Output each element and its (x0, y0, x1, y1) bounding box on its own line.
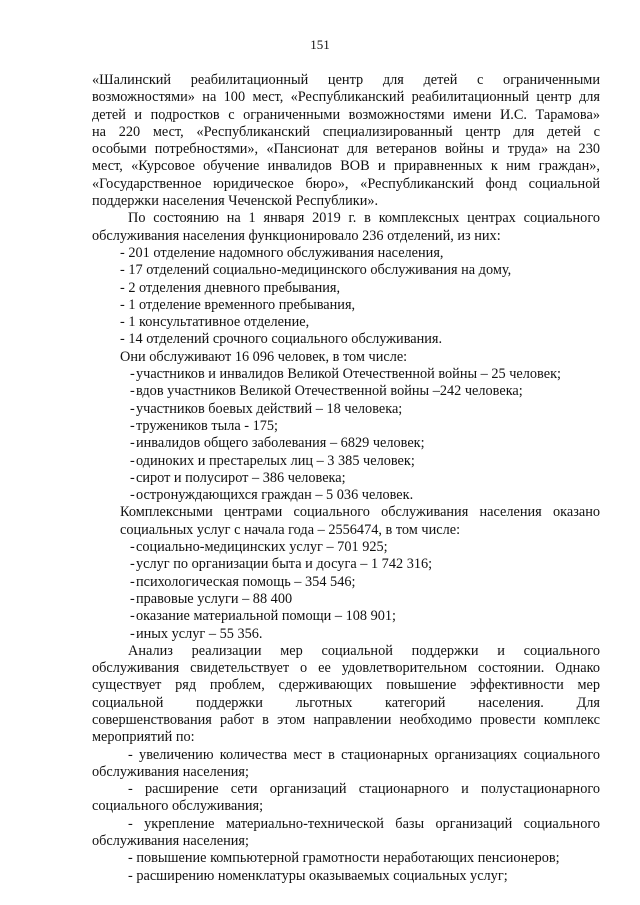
list-item: - 14 отделений срочного социального обслуживания. (120, 331, 443, 348)
list-dash: - (130, 590, 135, 607)
text-line: мест, «Курсовое обучение инвалидов ВОВ и приравненных к ним граждан», (92, 158, 600, 175)
list-item (92, 470, 600, 487)
list-item-text: оказание материальной помощи – 108 901; (136, 608, 397, 625)
list-item: - 17 отделений социально-медицинского обслуживания на дому, (120, 262, 512, 279)
list-item-text: правовые услуги – 88 400 (136, 590, 293, 607)
text-line: «Шалинский реабилитационный центр для детей с ограниченными (92, 72, 600, 88)
list-dash: - (130, 487, 135, 504)
list-item (92, 487, 600, 504)
text-line: на 220 мест, «Республиканский специализированный центр для детей с (92, 123, 600, 140)
list-item: - 1 консультативное отделение, (120, 314, 310, 331)
list-item-text: услуг по организации быта и досуга – 1 742 316; (136, 556, 433, 573)
text-line: - расширение сети организаций стационарного и полустационарного (128, 781, 600, 798)
text-line: - расширению номенклатуры оказываемых социальных услуг; (128, 867, 508, 884)
list-item-text: участников и инвалидов Великой Отечественной войны – 25 человек; (136, 366, 561, 383)
list-item-text: участников боевых действий – 18 человека; (136, 400, 403, 417)
list-item (92, 383, 600, 400)
list-item-text: инвалидов общего заболевания – 6829 человек; (136, 435, 425, 452)
measures-list (92, 747, 600, 885)
departments-list (92, 245, 600, 349)
text-line: социального обслуживания; (92, 798, 264, 815)
served-list (92, 366, 600, 504)
list-item-text: социально-медицинских услуг – 701 925; (136, 539, 388, 556)
list-dash: - (130, 469, 135, 486)
list-item (92, 591, 600, 608)
page-number: 151 (310, 37, 330, 52)
list-item: - 201 отделение надомного обслуживания населения, (120, 244, 444, 261)
services-paragraph (92, 504, 600, 539)
text-line: существует ряд проблем, сдерживающих повышение эффективности мер (92, 677, 600, 694)
list-item-text: тружеников тыла - 175; (136, 417, 279, 434)
list-item: - 1 отделение временного пребывания, (120, 296, 356, 313)
list-item (92, 574, 600, 591)
text-line: социальных услуг с начала года – 2556474, в том числе: (120, 521, 461, 538)
text-line: поддержки населения Чеченской Республики». (92, 193, 379, 210)
list-dash: - (130, 556, 135, 573)
list-item: - 2 отделения дневного пребывания, (120, 279, 341, 296)
text-line: детей и подростков с ограниченными возможностями имени И.С. Тарамова» (92, 106, 600, 123)
list-item (92, 366, 600, 383)
text-line: обслуживания населения функционировало 236 отделений, из них: (92, 227, 501, 244)
services-list (92, 539, 600, 643)
list-dash: - (130, 608, 135, 625)
centers-paragraph (92, 210, 600, 245)
list-dash: - (130, 573, 135, 590)
list-item (92, 539, 600, 556)
text-line: По состоянию на 1 января 2019 г. в комплексных центрах социального (128, 210, 600, 227)
list-item (92, 556, 600, 573)
text-line: совершенствования работ в этом направлении необходимо провести комплекс (92, 711, 600, 728)
text-line: - увеличению количества мест в стационарных организациях социального (128, 746, 600, 763)
text-line: «Государственное юридическое бюро», «Республиканский фонд социальной (92, 175, 600, 192)
analysis-paragraph (92, 643, 600, 747)
text-line: обслуживания населения; (92, 763, 249, 780)
text-line: обслуживания населения; (92, 833, 249, 850)
list-dash: - (130, 435, 135, 452)
document-body (92, 72, 600, 885)
list-item-text: одиноких и престарелых лиц – 3 385 человек; (136, 452, 415, 469)
text-line: особыми потребностями», «Пансионат для ветеранов войны и труда» на 230 (92, 141, 600, 158)
text-line: - укрепление материально-технической базы организаций социального (128, 815, 600, 832)
text-line: Комплексными центрами социального обслуживания населения оказано (120, 504, 600, 521)
list-item-text: сирот и полусирот – 386 человека; (136, 469, 346, 486)
text-line: - повышение компьютерной грамотности неработающих пенсионеров; (128, 850, 560, 867)
served-intro: Они обслуживают 16 096 человек, в том числе: (120, 348, 408, 365)
list-item-text: вдов участников Великой Отечественной войны –242 человека; (136, 383, 523, 400)
list-dash: - (130, 400, 135, 417)
text-line: Анализ реализации мер социальной поддержки и социального (128, 642, 600, 659)
list-item-text: остронуждающихся граждан – 5 036 человек. (136, 487, 414, 504)
intro-paragraph (92, 72, 600, 210)
list-dash: - (130, 383, 135, 400)
list-dash: - (130, 452, 135, 469)
text-line: возможностями» на 100 мест, «Республиканский реабилитационный центр для (92, 89, 600, 106)
text-line: мероприятий по: (92, 729, 195, 746)
list-item (92, 453, 600, 470)
list-item-text: психологическая помощь – 354 546; (136, 573, 356, 590)
list-item-text: иных услуг – 55 356. (136, 625, 263, 642)
list-dash: - (130, 417, 135, 434)
list-item (92, 418, 600, 435)
text-line: обслуживания свидетельствует о ее удовлетворительном состоянии. Однако (92, 660, 600, 677)
list-item (92, 608, 600, 625)
list-item (92, 401, 600, 418)
list-item (92, 626, 600, 643)
list-dash: - (130, 366, 135, 383)
text-line: социальной поддержки льготных категорий населения. Для (92, 694, 600, 711)
list-dash: - (130, 625, 135, 642)
list-item (92, 435, 600, 452)
list-dash: - (130, 539, 135, 556)
